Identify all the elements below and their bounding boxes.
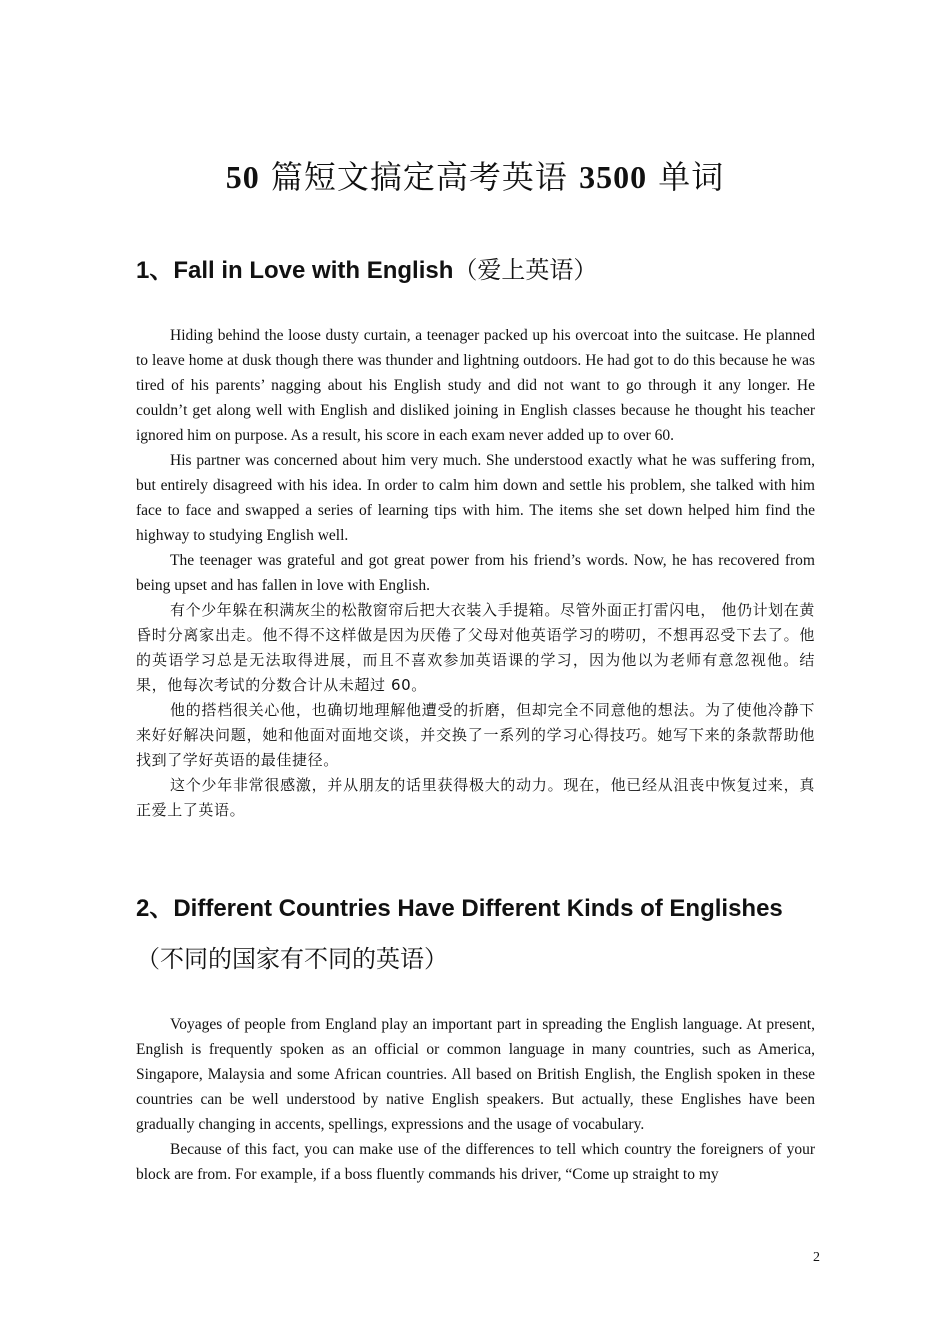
title-number: 50 bbox=[225, 159, 260, 195]
section-1-heading-zh: （爱上英语） bbox=[453, 256, 598, 284]
section-1-paragraph-3: The teenager was grateful and got great power from his friend’s words. Now, he has recovered from being upset and has fallen in love with English. bbox=[136, 552, 815, 594]
section-2-paragraph-2: Because of this fact, you can make use of the differences to tell which country the foreigners of your block are from. For example, if a boss fluently commands his driver, “Come up straight to my bbox=[136, 1141, 815, 1183]
section-1-paragraph-zh-1: 有个少年躲在积满灰尘的松散窗帘后把大衣装入手提箱。尽管外面正打雷闪电， 他仍计划在黄昏时分离家出走。他不得不这样做是因为厌倦了父母对他英语学习的唠叨，不想再忍受下去了。他的英语学习总是无法取得进展，而且不喜欢参加英语课的学习，因为他以为老师有意忽视他。结果，他每次考试的分数合计从未超过 60。 bbox=[136, 601, 815, 694]
title-number-2: 3500 bbox=[579, 159, 648, 195]
section-1-body bbox=[136, 323, 815, 823]
page-number: 2 bbox=[813, 1250, 820, 1265]
section-1-heading bbox=[136, 245, 826, 296]
section-2-heading bbox=[136, 884, 826, 985]
title-text-part2: 单词 bbox=[647, 158, 725, 196]
title-text-part1: 篇短文搞定高考英语 bbox=[259, 158, 580, 196]
section-1-paragraph-1: Hiding behind the loose dusty curtain, a teenager packed up his overcoat into the suitcase. He planned to leave home at dusk though there was thunder and lightning outdoors. He had got to do this because he was tired of his parents’ nagging about his English study and did not want to go through it any longer. He couldn’t get along well with English and disliked joining in English classes because he thought his teacher ignored him on purpose. As a result, his score in each exam never added up to over 60. bbox=[136, 327, 815, 444]
section-2-paragraph-1: Voyages of people from England play an important part in spreading the English language. At present, English is frequently spoken as an official or common language in many countries, such as America, Singapore, Malaysia and some African countries. All based on British English, the English spoken in these countries can be well understood by native English speakers. But actually, these Englishes have been gradually changing in accents, spellings, expressions and the usage of vocabulary. bbox=[136, 1016, 815, 1133]
document-title bbox=[0, 152, 950, 198]
section-1-paragraph-2: His partner was concerned about him very much. She understood exactly what he was suffering from, but entirely disagreed with his idea. In order to calm him down and settle his problem, she talked with him face to face and swapped a series of learning tips with him. The items she set down helped him find the highway to studying English well. bbox=[136, 452, 815, 544]
section-1-paragraph-zh-2: 他的搭档很关心他，也确切地理解他遭受的折磨，但却完全不同意他的想法。为了使他冷静下来好好解决问题，她和他面对面地交谈，并交换了一系列的学习心得技巧。她写下来的条款帮助他找到了学好英语的最佳捷径。 bbox=[136, 701, 815, 769]
section-2-heading-en: 2、Different Countries Have Different Kinds of Englishes bbox=[136, 895, 783, 922]
section-2-body bbox=[136, 1012, 815, 1187]
section-1-heading-en: 1、Fall in Love with English bbox=[136, 257, 454, 284]
section-1-paragraph-zh-3: 这个少年非常很感激，并从朋友的话里获得极大的动力。现在，他已经从沮丧中恢复过来，真正爱上了英语。 bbox=[136, 776, 815, 819]
section-2-heading-zh: （不同的国家有不同的英语） bbox=[136, 945, 448, 973]
